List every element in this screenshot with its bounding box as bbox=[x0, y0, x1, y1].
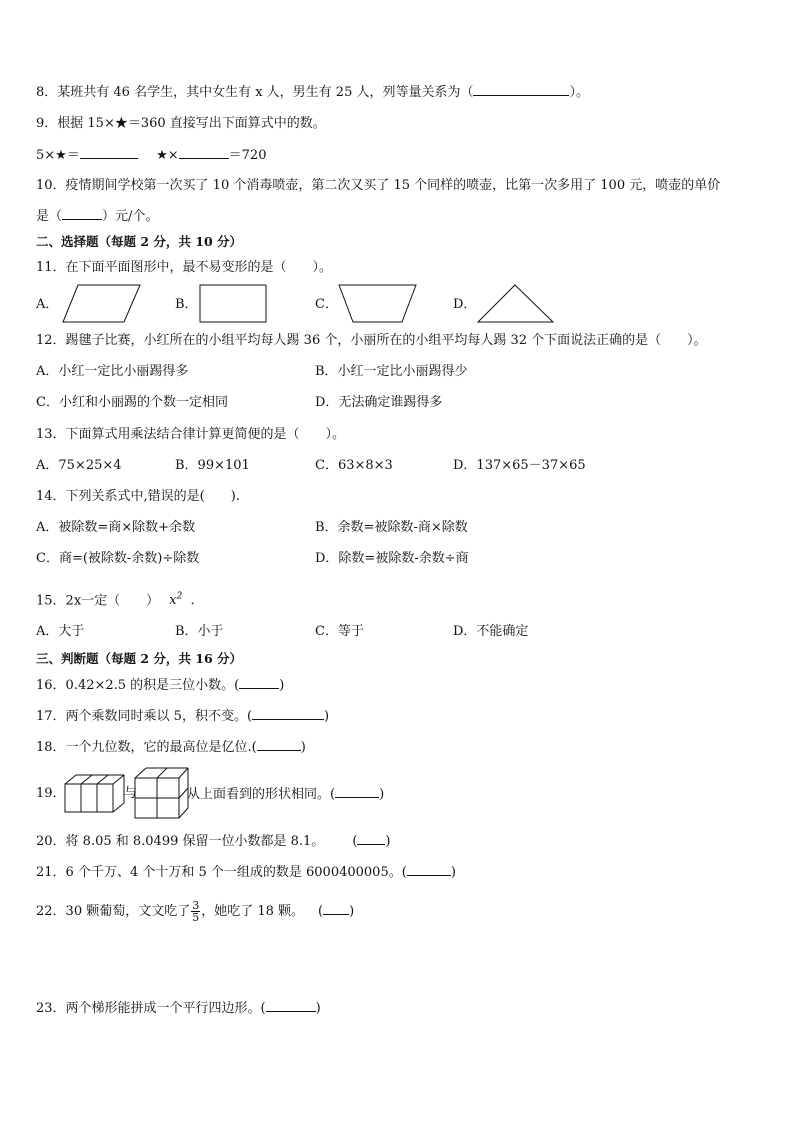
question-13: 13．下面算式用乘法结合律计算更简便的是（ ）。 bbox=[36, 427, 346, 442]
answer-blank[interactable] bbox=[62, 207, 102, 220]
option-b[interactable]: B．小于 bbox=[175, 624, 224, 639]
question-8: 8．某班共有 46 名学生，其中女生有 x 人，男生有 25 人，列等量关系为（ ）。 bbox=[36, 85, 589, 100]
cuboid-three-cubes-figure bbox=[64, 772, 126, 814]
option-c[interactable]: C．小红和小丽踢的个数一定相同 bbox=[36, 395, 228, 410]
answer-blank[interactable] bbox=[179, 146, 229, 159]
option-d[interactable]: D． bbox=[453, 297, 477, 312]
option-b[interactable]: B．99×101 bbox=[175, 458, 250, 473]
cube-stack-figure bbox=[134, 766, 190, 820]
triangle-shape bbox=[477, 284, 555, 324]
answer-blank[interactable] bbox=[239, 676, 279, 689]
question-9-parts: 5×★＝ ★× ＝720 bbox=[36, 148, 267, 163]
rectangle-shape bbox=[199, 284, 269, 324]
answer-blank[interactable] bbox=[407, 863, 451, 876]
question-15: 15．2x一定（ ） $x^2$ ． bbox=[36, 592, 204, 609]
option-d[interactable]: D．不能确定 bbox=[453, 624, 529, 639]
question-14: 14．下列关系式中,错误的是( ). bbox=[36, 489, 240, 504]
question-17: 17．两个乘数同时乘以 5，积不变。( ) bbox=[36, 709, 330, 724]
fraction-three-fifths: $\frac{3}{5}$ bbox=[192, 899, 200, 924]
question-9-text: 9．根据 15×★＝360 直接写出下面算式中的数。 bbox=[36, 116, 326, 131]
answer-blank[interactable] bbox=[473, 83, 569, 96]
question-16: 16．0.42×2.5 的积是三位小数。( ) bbox=[36, 678, 285, 693]
answer-blank[interactable] bbox=[357, 832, 385, 845]
option-c[interactable]: C．63×8×3 bbox=[315, 458, 393, 473]
option-a[interactable]: A．被除数=商×除数+余数 bbox=[36, 520, 196, 535]
answer-blank[interactable] bbox=[323, 902, 349, 915]
question-21: 21．6 个千万、4 个十万和 5 个一组成的数是 6000400005。( ) bbox=[36, 865, 456, 880]
option-d[interactable]: D．除数=被除数-余数÷商 bbox=[315, 551, 469, 566]
trapezoid-shape bbox=[338, 284, 418, 324]
answer-blank[interactable] bbox=[266, 999, 316, 1012]
x-squared: $x^2$ bbox=[169, 592, 183, 609]
question-9 bbox=[36, 115, 326, 133]
question-22: 22．30 颗葡萄，文文吃了 $\frac{3}{5}$ ，她吃了 18 颗。 ( ) bbox=[36, 899, 355, 924]
answer-blank[interactable] bbox=[257, 738, 301, 751]
option-b[interactable]: B．余数=被除数-商×除数 bbox=[315, 520, 468, 535]
option-a[interactable]: A．75×25×4 bbox=[36, 458, 122, 473]
option-d[interactable]: D．137×65－37×65 bbox=[453, 458, 586, 473]
question-19-with: 与 bbox=[124, 786, 138, 801]
question-8-text: 8．某班共有 46 名学生，其中女生有 x 人，男生有 25 人，列等量关系为（ bbox=[36, 85, 474, 100]
option-d[interactable]: D．无法确定谁踢得多 bbox=[315, 395, 443, 410]
option-a[interactable]: A．小红一定比小丽踢得多 bbox=[36, 364, 189, 379]
question-19-number: 19． bbox=[36, 786, 66, 801]
option-b[interactable]: B． bbox=[175, 297, 198, 312]
question-10-text: 10．疫情期间学校第一次买了 10 个消毒喷壶，第二次又买了 15 个同样的喷壶，比第一次多用了 100 元，喷壶的单价 bbox=[36, 178, 721, 193]
question-18: 18．一个九位数，它的最高位是亿位.( ) bbox=[36, 740, 306, 755]
section-heading-judge: 三、判断题（每题 2 分，共 16 分） bbox=[36, 651, 243, 666]
answer-blank[interactable] bbox=[80, 146, 138, 159]
section-heading-choice: 二、选择题（每题 2 分，共 10 分） bbox=[36, 234, 243, 249]
option-a[interactable]: A．大于 bbox=[36, 624, 85, 639]
question-23: 23．两个梯形能拼成一个平行四边形。( ) bbox=[36, 1001, 321, 1016]
question-11: 11．在下面平面图形中，最不易变形的是（ ）。 bbox=[36, 260, 333, 275]
option-b[interactable]: B．小红一定比小丽踢得少 bbox=[315, 364, 468, 379]
question-20: 20．将 8.05 和 8.0499 保留一位小数都是 8.1。 ( ) bbox=[36, 834, 391, 849]
answer-blank[interactable] bbox=[252, 707, 324, 720]
option-a[interactable]: A． bbox=[36, 297, 59, 312]
question-12: 12．踢毽子比赛，小红所在的小组平均每人踢 36 个，小丽所在的小组平均每人踢 32 个下面说法正确的是（ ）。 bbox=[36, 333, 707, 348]
option-c[interactable]: C． bbox=[315, 297, 338, 312]
option-c[interactable]: C．等于 bbox=[315, 624, 364, 639]
parallelogram-shape bbox=[62, 284, 142, 324]
question-10-cont: 是（ ）元/个。 bbox=[36, 209, 159, 224]
question-10 bbox=[36, 177, 720, 195]
option-c[interactable]: C．商=(被除数-余数)÷除数 bbox=[36, 551, 200, 566]
question-19-text: 从上面看到的形状相同。( ) bbox=[187, 787, 385, 802]
answer-blank[interactable] bbox=[335, 785, 379, 798]
